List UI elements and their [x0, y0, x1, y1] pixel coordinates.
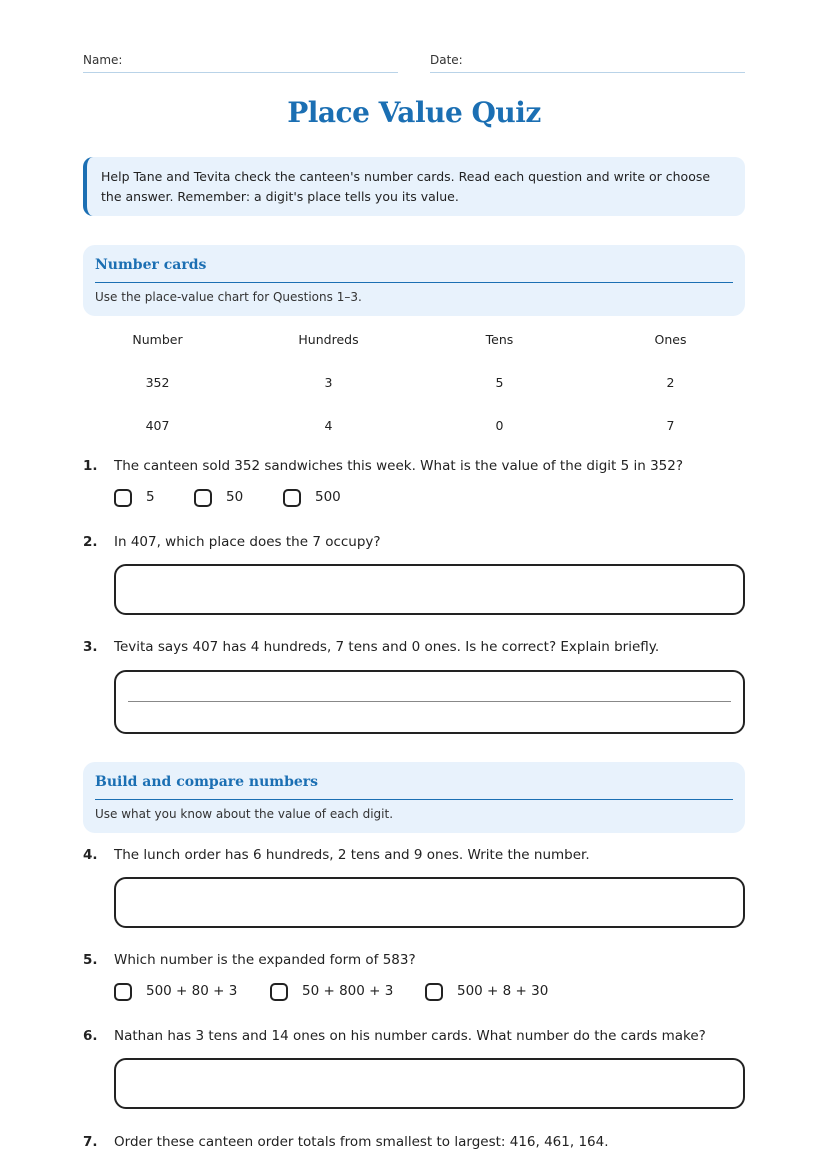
intro-text: Help Tane and Tevita check the canteen's number cards. Read each question and write or choose the answer. Remember: a digit's place tells you its value. [101, 169, 711, 204]
table-cell: 3 [324, 375, 333, 390]
option-label: 50 + 800 + 3 [302, 983, 394, 999]
table-header-row [72, 318, 756, 361]
table-row [72, 361, 756, 404]
question-text: The canteen sold 352 sandwiches this week. What is the value of the digit 5 in 352? [114, 458, 684, 474]
name-label: Name: [83, 53, 123, 67]
q4-answer-box[interactable] [114, 877, 745, 928]
column-header: Number [132, 332, 183, 347]
question-text: In 407, which place does the 7 occupy? [114, 534, 381, 550]
section-build-compare [83, 762, 745, 833]
checkbox[interactable] [194, 489, 212, 507]
question-text: Order these canteen order totals from smallest to largest: 416, 461, 164. [114, 1134, 609, 1150]
option-label: 500 [315, 489, 341, 505]
table-cell: 4 [324, 418, 333, 433]
table-cell: 0 [495, 418, 504, 433]
column-header: Tens [485, 332, 514, 347]
table-cell: 5 [495, 375, 504, 390]
checkbox[interactable] [270, 983, 288, 1001]
question-number: 1. [83, 458, 98, 474]
option-label: 50 [226, 489, 244, 505]
checkbox[interactable] [114, 489, 132, 507]
q2-answer-box[interactable] [114, 564, 745, 615]
q3-answer-box[interactable] [114, 670, 745, 734]
question-text: Nathan has 3 tens and 14 ones on his number cards. What number do the cards make? [114, 1028, 706, 1044]
writing-line [128, 701, 731, 702]
question-number: 6. [83, 1028, 98, 1044]
section-title: Build and compare numbers [95, 774, 319, 790]
date-label: Date: [430, 53, 463, 67]
place-value-chart [72, 318, 756, 447]
section-divider [95, 799, 733, 800]
section-note: Use what you know about the value of each digit. [95, 807, 394, 821]
checkbox[interactable] [283, 489, 301, 507]
q1-options [114, 488, 414, 512]
q6-answer-box[interactable] [114, 1058, 745, 1109]
table-cell: 352 [145, 375, 170, 390]
option-label: 5 [146, 489, 155, 505]
date-field[interactable] [430, 72, 745, 73]
section-note: Use the place-value chart for Questions 1–3. [95, 290, 362, 304]
question-number: 4. [83, 847, 98, 863]
checkbox[interactable] [425, 983, 443, 1001]
checkbox[interactable] [114, 983, 132, 1001]
question-text: Tevita says 407 has 4 hundreds, 7 tens and 0 ones. Is he correct? Explain briefly. [114, 639, 660, 655]
question-text: The lunch order has 6 hundreds, 2 tens and 9 ones. Write the number. [114, 847, 590, 863]
column-header: Hundreds [298, 332, 359, 347]
question-text: Which number is the expanded form of 583? [114, 952, 416, 968]
question-number: 2. [83, 534, 98, 550]
option-label: 500 + 80 + 3 [146, 983, 238, 999]
intro-panel [83, 157, 745, 216]
name-field[interactable] [83, 72, 398, 73]
section-number-cards [83, 245, 745, 316]
question-number: 7. [83, 1134, 98, 1150]
q5-options [114, 982, 614, 1006]
section-title: Number cards [95, 257, 207, 273]
question-number: 5. [83, 952, 98, 968]
table-row [72, 404, 756, 447]
page-title: Place Value Quiz [287, 96, 541, 129]
section-divider [95, 282, 733, 283]
question-number: 3. [83, 639, 98, 655]
table-cell: 407 [145, 418, 170, 433]
table-cell: 2 [666, 375, 675, 390]
option-label: 500 + 8 + 30 [457, 983, 549, 999]
column-header: Ones [654, 332, 687, 347]
table-cell: 7 [666, 418, 675, 433]
